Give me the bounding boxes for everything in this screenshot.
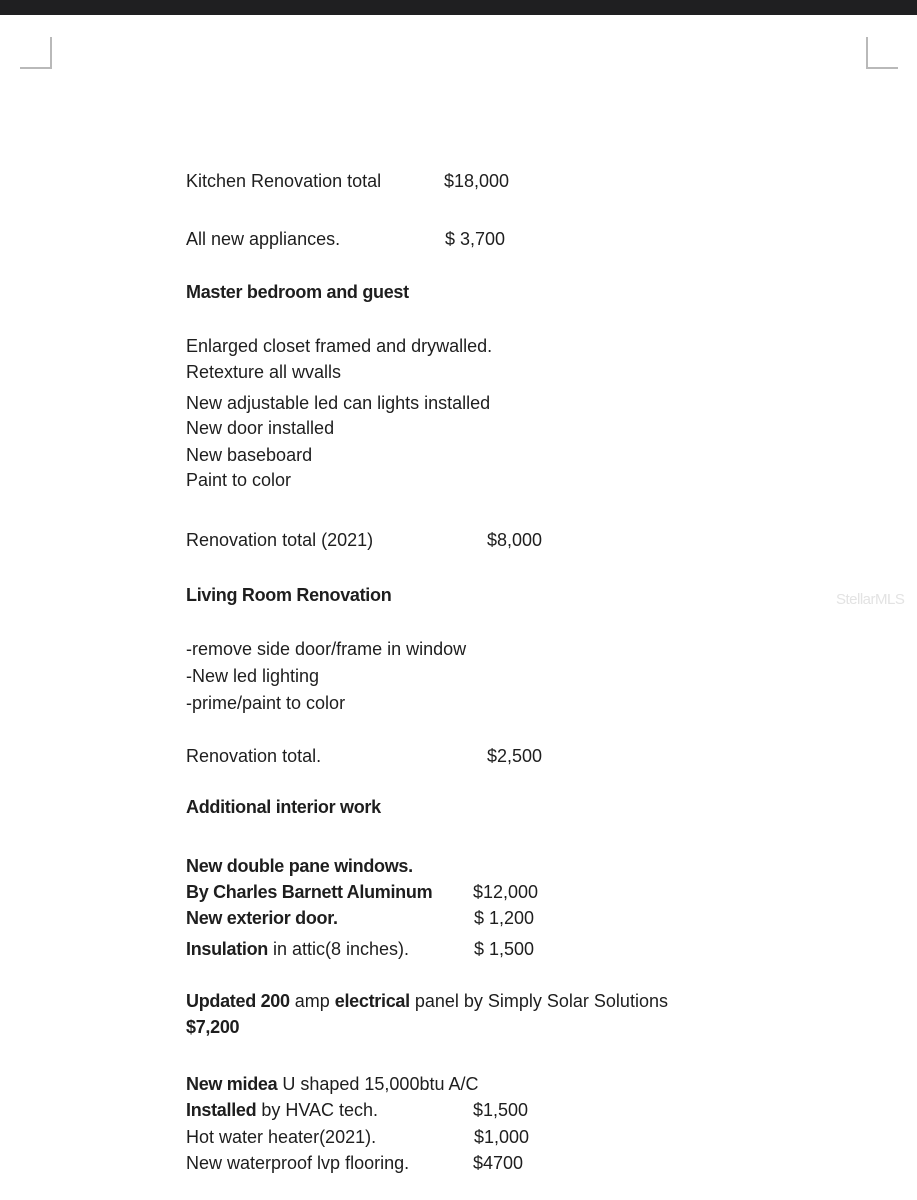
living-item: -prime/paint to color <box>186 693 346 713</box>
flooring-label: New waterproof lvp flooring. <box>186 1153 410 1173</box>
living-room-heading: Living Room Renovation <box>186 585 392 605</box>
insulation-amount: $ 1,500 <box>474 939 535 959</box>
electrical-line <box>186 990 668 1012</box>
watermark: StellarMLS <box>836 591 905 608</box>
crop-mark-top-left <box>20 37 52 69</box>
water-heater-amount: $1,000 <box>474 1127 530 1147</box>
insulation-rest: in attic(8 inches). <box>268 939 410 959</box>
master-item: Retexture all wvalls <box>186 362 342 382</box>
master-item: Paint to color <box>186 470 292 490</box>
installed-amount: $1,500 <box>473 1100 529 1120</box>
barnett-label: By Charles Barnett Aluminum <box>186 882 433 902</box>
electrical-w2: amp <box>289 991 335 1011</box>
appliances-amount: $ 3,700 <box>445 229 506 249</box>
kitchen-total-label: Kitchen Renovation total <box>186 171 382 191</box>
installed-rest: by HVAC tech. <box>256 1100 379 1120</box>
crop-mark-top-right <box>866 37 898 69</box>
master-item: New adjustable led can lights installed <box>186 393 491 413</box>
master-bedroom-heading: Master bedroom and guest <box>186 282 409 302</box>
exterior-door-amount: $ 1,200 <box>474 908 535 928</box>
master-item: New door installed <box>186 418 335 438</box>
master-total-amount: $8,000 <box>487 530 543 550</box>
master-total-label: Renovation total (2021) <box>186 530 374 550</box>
ac-bold: New midea <box>186 1074 278 1094</box>
top-bar <box>0 0 917 15</box>
living-total-amount: $2,500 <box>487 746 543 766</box>
insulation-line <box>186 938 409 960</box>
installed-line <box>186 1099 378 1121</box>
master-item: Enlarged closet framed and drywalled. <box>186 336 493 356</box>
insulation-bold: Insulation <box>186 939 268 959</box>
flooring-amount: $4700 <box>473 1153 524 1173</box>
living-item: -remove side door/frame in window <box>186 639 467 659</box>
electrical-amount: $7,200 <box>186 1017 240 1037</box>
ac-rest: U shaped 15,000btu A/C <box>277 1074 479 1094</box>
electrical-w1: Updated 200 <box>186 991 290 1011</box>
barnett-amount: $12,000 <box>473 882 539 902</box>
additional-heading: Additional interior work <box>186 797 381 817</box>
windows-line: New double pane windows. <box>186 856 413 876</box>
electrical-w3: electrical <box>334 991 410 1011</box>
water-heater-label: Hot water heater(2021). <box>186 1127 377 1147</box>
exterior-door-label: New exterior door. <box>186 908 338 928</box>
electrical-w4: panel by Simply Solar Solutions <box>409 991 668 1011</box>
ac-line <box>186 1073 479 1095</box>
kitchen-total-amount: $18,000 <box>444 171 510 191</box>
appliances-label: All new appliances. <box>186 229 341 249</box>
living-item: -New led lighting <box>186 666 320 686</box>
living-total-label: Renovation total. <box>186 746 322 766</box>
master-item: New baseboard <box>186 445 313 465</box>
installed-bold: Installed <box>186 1100 257 1120</box>
